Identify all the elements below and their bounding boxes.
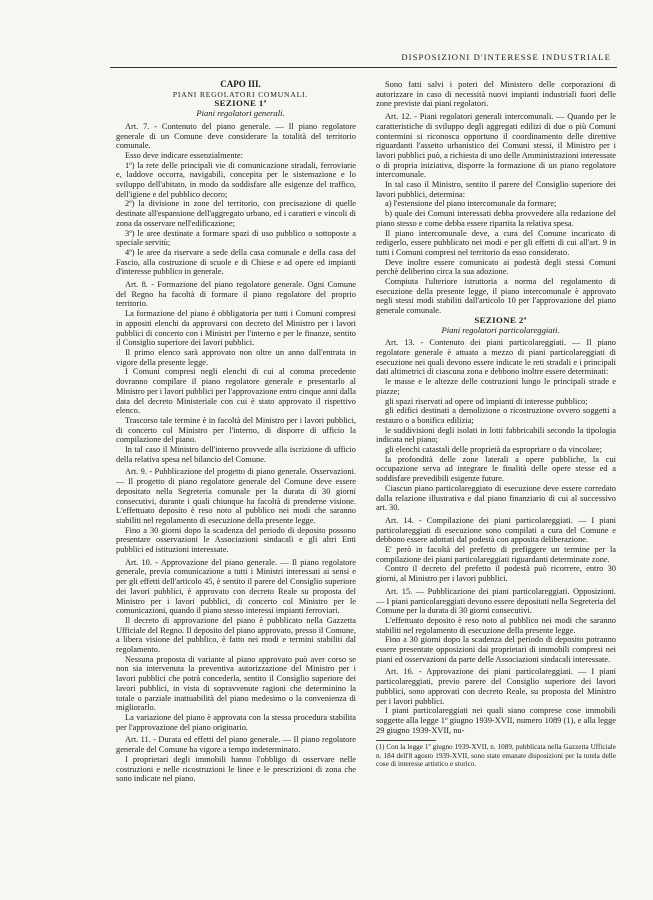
right-bottom-paragraph: gli edifici destinati a demolizione o ricostruzione ovvero soggetti a restauro o a bonifica edilizia; xyxy=(376,406,616,425)
right-bottom-paragraph: Art. 14. - Compilazione dei piani particolareggiati. — I piani particolareggiati di esecuzione sono compilati a cura del Comune e debbono essere adottati dal podestà con apposita deliberazione. xyxy=(376,515,616,545)
section-title-2: Piani regolatori particolareggiati. xyxy=(441,324,560,335)
left-paragraph: Fino a 30 giorni dopo la scadenza del periodo di deposito possono presentare osservazioni le Associazioni sindacali e gli altri Enti pubblici ed istituzioni interessate. xyxy=(116,525,356,555)
section-title: Piani regolatori generali. xyxy=(196,108,285,119)
chapter-heading: CAPO III. xyxy=(220,79,261,89)
footnote-rule xyxy=(376,740,436,741)
right-top-paragraph: Deve inoltre essere comunicato ai podestà degli stessi Comuni perchè deliberino circa la sua adozione. xyxy=(376,257,616,277)
right-bottom-paragraph: Ciascun piano particolareggiato di esecuzione deve essere corredato dalla relazione illustrativa e dal piano finanziario di cui al successivo art. 30. xyxy=(376,483,616,513)
right-bottom-paragraph: E' però in facoltà del prefetto di prefiggere un termine per la compilazione dei piani particolareggiati riguardanti determinate zone. xyxy=(376,545,616,564)
left-paragraph: In tal caso il Ministro dell'interno provvede alla iscrizione di ufficio della relativa spesa nel bilancio del Comune. xyxy=(116,445,356,464)
left-paragraph: Art. 11. - Durata ed effetti del piano generale. — Il piano regolatore generale del Comune ha vigore a tempo indeterminato. xyxy=(116,735,356,755)
left-paragraph: Il primo elenco sarà approvato non oltre un anno dall'entrata in vigore della presente legge. xyxy=(116,347,356,367)
left-paragraph: Art. 8. - Formazione del piano regolatore generale. Ogni Comune del Regno ha facoltà di formare il piano regolatore del proprio territorio. xyxy=(116,280,356,309)
left-column xyxy=(116,80,356,784)
left-paragraph: 4º) le aree da riservare a sede della casa comunale e della casa del Fascio, alla costruzione di scuole e di Chiese e ad opere ed impianti d'interesse pubblico in generale. xyxy=(116,247,356,277)
left-paragraphs xyxy=(116,122,356,784)
right-paragraphs-bottom xyxy=(376,338,616,735)
right-paragraphs-top xyxy=(376,80,616,316)
left-paragraph: I proprietari degli immobili hanno l'obbligo di osservare nelle costruzioni e nelle ricostruzioni le linee e le prescrizioni di zona che sono indicate nel piano. xyxy=(116,754,356,784)
left-paragraph: Esso deve indicare essenzialmente: xyxy=(125,150,243,160)
right-bottom-paragraph: Contro il decreto del prefetto il podestà può ricorrere, entro 30 giorni, al Ministro per i lavori pubblici. xyxy=(376,564,616,584)
left-paragraph: Art. 7. - Contenuto del piano generale. — Il piano regolatore generale di un Comune deve considerare la totalità del territorio comunale. xyxy=(116,121,356,151)
left-paragraph: 2º) la divisione in zone del territorio, con precisazione di quelle destinate all'espansione dell'aggregato urbano, ed i caratteri e vincoli di zona da osservare nell'edificazione; xyxy=(116,199,356,228)
section-heading-2: SEZIONE 2ª xyxy=(474,314,527,325)
right-top-paragraph: Compiuta l'ulteriore istruttoria a norma del regolamento di esecuzione della presente legge, il piano intercomunale è approvato negli stessi modi stabiliti dall'articolo 10 per l'approvazione del piano generale comunale. xyxy=(376,277,616,316)
right-top-paragraph: Il piano intercomunale deve, a cura del Comune incaricato di redigerlo, essere pubblicato nei modi e per gli effetti di cui all'art. 9 in tutti i Comuni compresi nel territorio da esso considerato. xyxy=(376,228,616,257)
right-bottom-paragraph: Art. 15. — Pubblicazione dei piani particolareggiati. Opposizioni. — I piani particolareggiati devono essere depositati nella Segreteria del Comune per la durata di 30 giorni consecutivi. xyxy=(376,586,616,616)
right-bottom-paragraph: Art. 13. - Contenuto dei piani particolareggiati. — Il piano regolatore generale è attuato a mezzo di piani particolareggiati di esecuzione nei quali devono essere indicate le reti stradali e i principali dati altimetrici di ciascuna zona e debbono inoltre essere determinati: xyxy=(376,338,616,377)
right-bottom-paragraph: I piani particolareggiati nei quali siano comprese cose immobili soggette alla legge 1º giugno 1939-XVII, numero 1089 (1), e alla legge 29 giugno 1939-XVII, nu- xyxy=(376,706,616,735)
right-bottom-paragraph: gli spazi riservati ad opere od impianti di interesse pubblico; xyxy=(385,396,588,406)
right-top-paragraph: In tal caso il Ministro, sentito il parere del Consiglio superiore dei lavori pubblici, determina: xyxy=(376,180,616,199)
right-bottom-paragraph: le suddivisioni degli isolati in lotti fabbricabili secondo la tipologia indicata nel piano; xyxy=(376,425,616,445)
running-head: DISPOSIZIONI D'INTERESSE INDUSTRIALE xyxy=(401,52,611,62)
section-heading: SEZIONE 1ª xyxy=(214,98,267,109)
right-column xyxy=(376,80,616,769)
left-paragraph: La formazione del piano è obbligatoria per tutti i Comuni compresi in appositi elenchi da approvarsi con decreto del Ministro per i lavori pubblici di concerto con i Ministri per l'interno e per le finanze, sentito il Consiglio superiore dei lavori pubblici. xyxy=(116,309,356,348)
left-paragraph: Nessuna proposta di variante al piano approvato può aver corso se non sia intervenuta la preventiva autorizzazione del Ministro per i lavori pubblici che potrà concederla, sentito il Consiglio superiore dei lavori pubblici, in vista di sopravvenute ragioni che determinino la totale o parziale inattuabilità del piano medesimo o la convenienza di migliorarlo. xyxy=(116,654,356,713)
footnote: (1) Con la legge 1º giugno 1939-XVII, n. 1089, pubblicata nella Gazzetta Ufficiale n. 184 dell'8 agosto 1939-XVII, sono state emanate disposizioni per la tutela delle cose di interesse artistico e storico. xyxy=(376,743,616,769)
left-paragraph: La variazione del piano è approvata con la stessa procedura stabilita per l'approvazione del piano originario. xyxy=(116,713,356,732)
header-rule xyxy=(110,67,617,68)
chapter-subtitle: PIANI REGOLATORI COMUNALI. xyxy=(172,89,309,99)
left-paragraph: Art. 10. - Approvazione del piano generale. — Il piano regolatore generale, previa comunicazione a tutti i Ministri interessati ai sensi e per gli effetti dell'articolo 45, è sentito il parere del Consiglio superiore dei lavori pubblici, è approvato con decreto Reale su proposta del Ministro per i lavori pubblici, di concerto col Ministro per le comunicazioni, quando il piano stesso interessi impianti ferroviari. xyxy=(116,557,356,616)
right-top-paragraph: a) l'estensione del piano intercomunale da formare; xyxy=(385,199,557,209)
left-paragraph: 1º) la rete delle principali vie di comunicazione stradali, ferroviarie e, laddove occorra, navigabili, concepita per le sistemazione e lo sviluppo dell'abitato, in modo da soddisfare alle esigenze del traffico, dell'igiene e del pubblico decoro; xyxy=(116,160,356,199)
right-bottom-paragraph: gli elenchi catastali delle proprietà da espropriare o da vincolare; xyxy=(385,445,602,455)
right-bottom-paragraph: Fino a 30 giorni dopo la scadenza del periodo di deposito potranno essere presentate opposizioni dai proprietari di immobili compresi nei piani ed osservazioni da parte delle Associazioni sindacali interessate. xyxy=(376,635,616,664)
right-bottom-paragraph: L'effettuato deposito è reso noto al pubblico nei modi che saranno stabiliti nel regolamento di esecuzione della presente legge. xyxy=(376,615,616,635)
left-paragraph: Trascorso tale termine è in facoltà del Ministro per i lavori pubblici, di concerto col Ministro per l'interno, di disporre di ufficio la compilazione del piano. xyxy=(116,415,356,445)
left-paragraph: I Comuni compresi negli elenchi di cui al comma precedente dovranno compilare il piano regolatore generale e presentarlo al Ministro per i lavori pubblici per l'approvazione entro cinque anni dalla data del decreto Ministeriale con cui è stato approvato il rispettivo elenco. xyxy=(116,367,356,416)
right-top-paragraph: Art. 12. - Piani regolatori generali intercomunali. — Quando per le caratteristiche di sviluppo degli aggregati edilizi di due o più Comuni contermini si riconosca opportuno il coordinamento delle direttive riguardanti l'assetto urbanistico dei Comuni stessi, il Ministro per i lavori pubblici può, a richiesta di uno delle Amministrazioni interessate o di propria iniziativa, disporre la formazione di un piano regolatore intercomunale. xyxy=(376,112,616,180)
right-top-paragraph: Sono fatti salvi i poteri del Ministero delle corporazioni di autorizzare in caso di necessità nuovi impianti industriali fuori delle zone previste dai piani regolatori. xyxy=(376,80,616,109)
right-bottom-paragraph: le masse e le altezze delle costruzioni lungo le principali strade e piazze; xyxy=(376,377,616,396)
left-paragraph: 3º) le aree destinate a formare spazi di uso pubblico o sottoposte a speciale servitù; xyxy=(116,228,356,248)
right-bottom-paragraph: Art. 16. - Approvazione dei piani particolareggiati. — I piani particolareggiati, previo parere del Consiglio superiore dei lavori pubblici, sono approvati con decreto Reale, su proposta del Ministro per i lavori pubblici. xyxy=(376,667,616,706)
right-top-paragraph: b) quale dei Comuni interessati debba provvedere alla redazione del piano stesso e come debba essere ripartita la relativa spesa. xyxy=(376,209,616,228)
left-paragraph: Art. 9. - Pubblicazione del progetto di piano generale. Osservazioni. — Il progetto di piano regolatore generale del Comune deve essere depositato nella Segreteria comunale per la durata di 30 giorni consecutivi, durante i quali chiunque ha facoltà di prenderne visione. L'effettuato deposito è reso noto al pubblico nei modi che saranno stabiliti nel regolamento di esecuzione della presente legge. xyxy=(116,467,356,525)
right-bottom-paragraph: la profondità delle zone laterali a opere pubbliche, la cui occupazione serva ad integrare le finalità delle opere stesse ed a soddisfare prevedibili esigenze future. xyxy=(376,454,616,484)
left-paragraph: Il decreto di approvazione del piano è pubblicato nella Gazzetta Ufficiale del Regno. Il deposito del piano approvato, presso il Comune, a libera visione del pubblico, è fatto nei modi e termini stabiliti dal regolamento. xyxy=(116,615,356,655)
